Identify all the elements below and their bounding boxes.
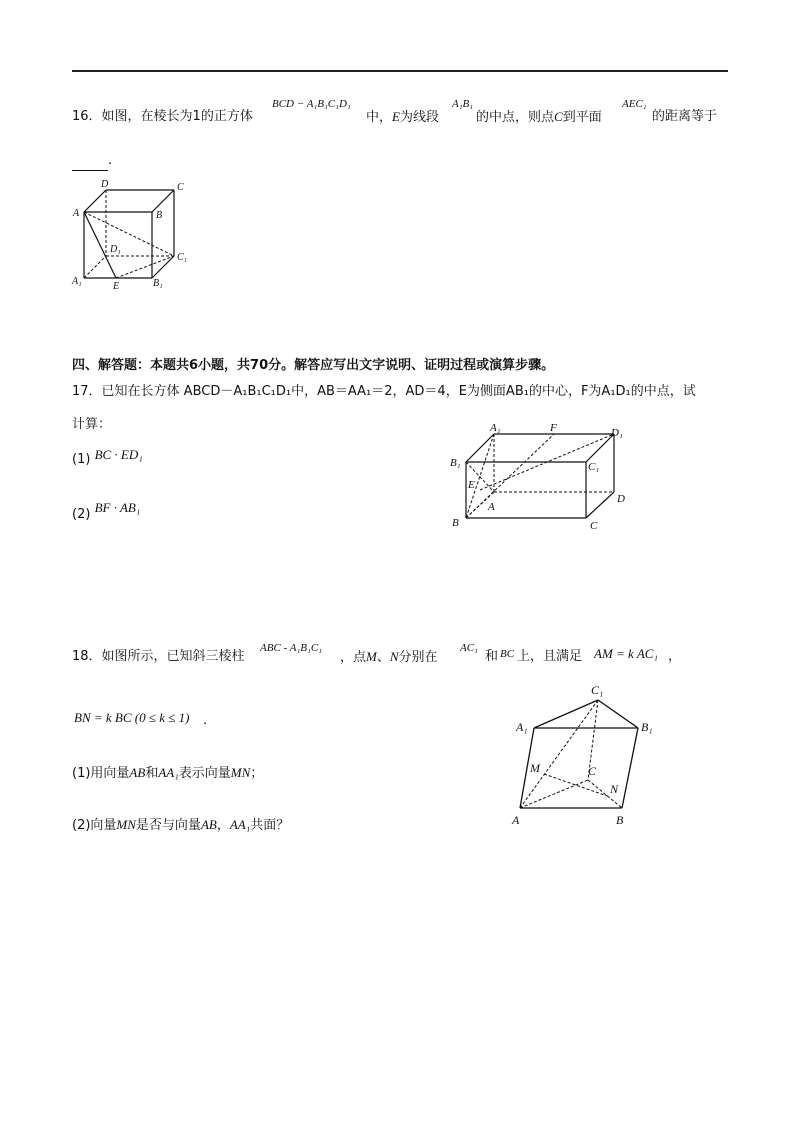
label-e: E bbox=[468, 479, 475, 491]
label-b1: B₁ bbox=[641, 720, 653, 734]
q16-segment: A₁B₁ bbox=[452, 98, 474, 110]
q18-p2-comma: ， bbox=[216, 818, 230, 833]
q16-text: 如图，在棱长为1的正方体 bbox=[101, 109, 253, 124]
edge bbox=[152, 256, 174, 278]
q16-text-4: 的中点，则点 bbox=[476, 110, 555, 125]
q18-prism: ABC - A₁B₁C₁ bbox=[260, 642, 322, 654]
q18-comma: ， bbox=[668, 649, 682, 664]
label-a1: A₁ bbox=[516, 720, 528, 734]
q17-line-1: 17．已知在长方体 ABCD－A₁B₁C₁D₁中，AB＝AA₁＝2，AD＝4，E为侧面AB₁的中心，F为A₁D₁的中点，试 bbox=[72, 384, 696, 399]
q18-p2-text: (2)向量 bbox=[72, 818, 117, 833]
label-a1: A₁ bbox=[490, 422, 501, 434]
label-c1: C₁ bbox=[177, 252, 188, 263]
q16-text-2: 中， bbox=[366, 110, 393, 125]
label-d1: D₁ bbox=[611, 427, 623, 439]
q18-ac1: AC₁ bbox=[460, 642, 478, 654]
q17-p1-expr: BC · ED₁ bbox=[94, 447, 143, 462]
label-m: M bbox=[530, 761, 540, 775]
edge bbox=[84, 190, 106, 212]
q18-part-2 bbox=[72, 816, 289, 835]
q16-var-c: C bbox=[554, 109, 563, 124]
label-d: D bbox=[617, 493, 625, 505]
label-n: N bbox=[610, 782, 619, 796]
edge bbox=[586, 434, 614, 462]
q18-p2-mn: MN bbox=[116, 817, 136, 832]
q16-var-e: E bbox=[392, 109, 400, 124]
q18-part-1 bbox=[72, 764, 263, 783]
q18-cond-2: BN = k BC (0 ≤ k ≤ 1) bbox=[74, 710, 190, 725]
q18-sep: 、 bbox=[376, 650, 390, 665]
edge bbox=[598, 700, 638, 728]
q18-p1-rest: 表示向量 bbox=[178, 766, 231, 781]
q18-p1-aa1: AA₁ bbox=[158, 765, 179, 780]
label-c: C bbox=[177, 182, 184, 193]
label-a: A bbox=[488, 501, 495, 513]
hidden-edge bbox=[84, 256, 106, 278]
label-c: C bbox=[588, 764, 597, 778]
q18-text-3: 分别在 bbox=[398, 650, 438, 665]
q18-line-1b bbox=[340, 648, 438, 667]
edge bbox=[622, 728, 638, 808]
q18-text-2: ，点 bbox=[340, 650, 367, 665]
q17-part-2 bbox=[72, 500, 141, 524]
q18-text-4: 和 bbox=[485, 649, 499, 664]
label-f: F bbox=[550, 422, 557, 434]
label-d1: D₁ bbox=[110, 244, 121, 255]
q17-p2-label: (2) bbox=[72, 507, 91, 522]
q17-p1-label: (1) bbox=[72, 452, 91, 467]
q18-p1-text: (1)用向量 bbox=[72, 766, 130, 781]
q18-bc: BC bbox=[500, 648, 515, 660]
label-b: B bbox=[616, 813, 624, 827]
q18-p2-aa1: AA₁ bbox=[229, 817, 251, 832]
q18-var-n: N bbox=[389, 649, 399, 664]
q18-p2-end: 共面？ bbox=[250, 818, 290, 833]
q18-prism-figure bbox=[506, 678, 676, 828]
q16-line bbox=[72, 108, 253, 126]
q17-line-2: 计算： bbox=[72, 417, 112, 432]
q18-p2-ab: AB bbox=[200, 817, 217, 832]
edge bbox=[466, 434, 494, 462]
q17-box-figure bbox=[446, 422, 642, 534]
q17-part-1 bbox=[72, 447, 143, 469]
segment-ec1 bbox=[116, 256, 174, 278]
label-b1: B₁ bbox=[450, 457, 461, 469]
q18-cond-1: AM = k AC₁ bbox=[594, 646, 658, 661]
q16-line-2 bbox=[366, 108, 439, 127]
q18-p1-mn: MN bbox=[230, 765, 251, 780]
edge bbox=[152, 190, 174, 212]
edge bbox=[586, 492, 614, 518]
label-b: B bbox=[156, 210, 163, 221]
label-c1: C₁ bbox=[591, 683, 604, 697]
answer-blank bbox=[72, 152, 108, 171]
q18-text-5: 上，且满足 bbox=[517, 649, 583, 664]
q16-plane: AEC₁ bbox=[622, 98, 647, 110]
label-d: D bbox=[101, 179, 109, 190]
label-a: A bbox=[512, 813, 520, 827]
q18-p1-ab: AB bbox=[129, 765, 146, 780]
q17-p2-expr: BF · AB₁ bbox=[94, 500, 141, 515]
q18-line-1a: 18．如图所示，已知斜三棱柱 bbox=[72, 649, 245, 664]
q16-cube-name: BCD − A₁B₁C₁D₁ bbox=[272, 98, 351, 110]
q18-p1-and: 和 bbox=[145, 766, 159, 781]
label-c: C bbox=[590, 520, 598, 532]
q16-line-3 bbox=[476, 108, 602, 127]
q16-period: . bbox=[108, 153, 113, 168]
label-b1: B₁ bbox=[153, 278, 163, 289]
q18-p1-end: ； bbox=[250, 766, 264, 781]
q18-var-m: M bbox=[366, 649, 377, 664]
q16-text-5: 到平面 bbox=[562, 110, 602, 125]
q16-answer-blank bbox=[72, 152, 112, 171]
label-a1: A₁ bbox=[72, 276, 82, 287]
segment-bf bbox=[466, 434, 554, 518]
label-c1: C₁ bbox=[588, 461, 600, 473]
q16-cube-figure bbox=[70, 178, 200, 290]
label-a: A bbox=[73, 208, 80, 219]
q18-line-1c bbox=[485, 648, 498, 666]
q16-text-3: 为线段 bbox=[399, 110, 439, 125]
q18-period: . bbox=[203, 713, 208, 728]
top-rule bbox=[72, 70, 728, 72]
label-b: B bbox=[452, 517, 459, 529]
section-heading: 四、解答题：本题共6小题，共70分。解答应写出文字说明、证明过程或演算步骤。 bbox=[72, 358, 555, 373]
q16-number: 16． bbox=[72, 109, 102, 124]
q18-p2-mid: 是否与向量 bbox=[135, 818, 201, 833]
label-e: E bbox=[113, 281, 120, 290]
q16-text-6: 的距离等于 bbox=[652, 109, 718, 124]
